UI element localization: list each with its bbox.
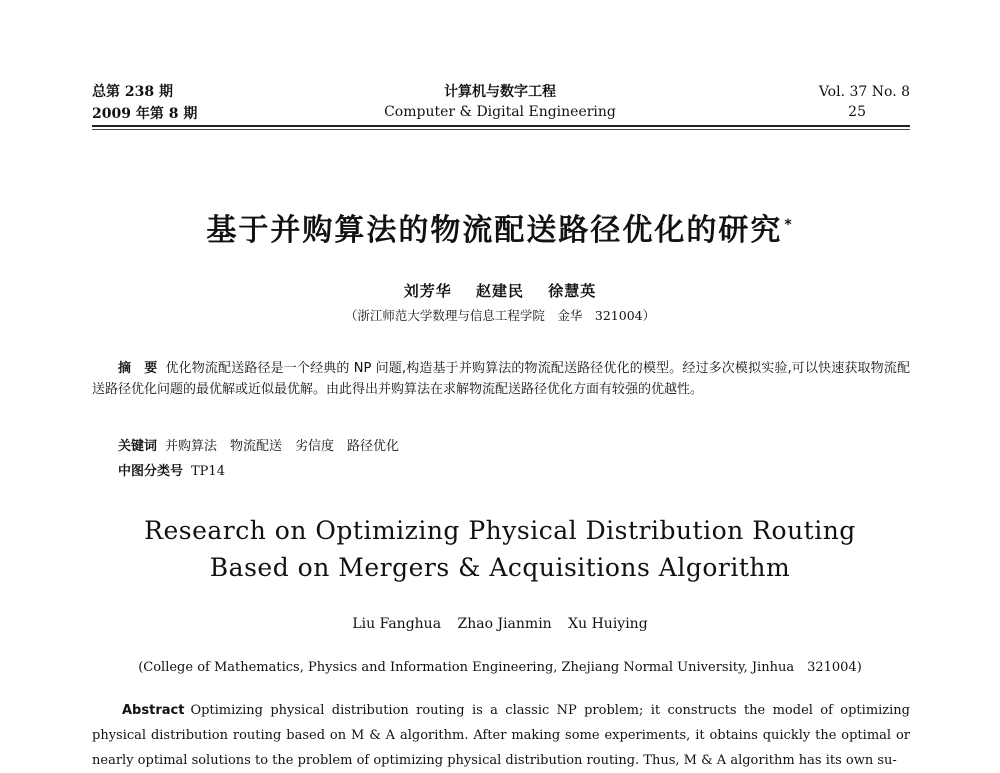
keywords-text: 并购算法 物流配送 劣信度 路径优化 bbox=[165, 439, 400, 454]
title-cn-text: 基于并购算法的物流配送路径优化的研究 bbox=[206, 213, 783, 248]
author-en: Zhao Jianmin bbox=[457, 616, 552, 632]
author-cn: 徐慧英 bbox=[548, 282, 597, 300]
affiliation-cn: （浙江师范大学数理与信息工程学院 金华 321004） bbox=[344, 308, 656, 323]
author-en: Xu Huiying bbox=[568, 616, 648, 632]
authors-en bbox=[0, 616, 1000, 632]
paper-title-en-line2: Based on Mergers & Acquisitions Algorithm bbox=[209, 553, 791, 582]
volume-number: Vol. 37 No. 8 bbox=[818, 84, 910, 100]
abstract-cn-text: 优化物流配送路径是一个经典的 NP 问题,构造基于并购算法的物流配送路径优化的模型。经过多次模拟实验,可以快速获取物流配送路径优化问题的最优解或近似最优解。由此得出并购算法在求解物流配送路径优化方面有较强的优越性。 bbox=[92, 361, 910, 397]
paper-title-cn bbox=[0, 205, 1000, 249]
clc-text: TP14 bbox=[191, 464, 225, 479]
header-rule-thin bbox=[92, 129, 910, 130]
clc-number bbox=[92, 461, 910, 482]
issue-total: 总第 238 期 bbox=[92, 84, 173, 100]
abstract-cn-label: 摘 要 bbox=[118, 361, 158, 376]
abstract-en bbox=[92, 698, 910, 773]
abstract-en-text: Optimizing physical distribution routing is a classic NP problem; it constructs the model of optimizing physical distribution routing based on M & A algorithm. After making some experiments, it obtains quickly the optimal or nearly optimal solutions to the problem of optimizing physical distribution routing. Thus, M & A algorithm has its own su- bbox=[92, 703, 910, 768]
keywords-label: 关键词 bbox=[118, 439, 158, 454]
journal-name-en: Computer & Digital Engineering bbox=[384, 104, 616, 120]
paper-title-en-line1: Research on Optimizing Physical Distribution Routing bbox=[144, 516, 856, 545]
abstract-en-label: Abstract bbox=[122, 703, 185, 718]
author-cn: 赵建民 bbox=[475, 282, 524, 300]
abstract-cn bbox=[92, 358, 910, 400]
author-cn: 刘芳华 bbox=[403, 282, 452, 300]
issue-year: 2009 年第 8 期 bbox=[92, 106, 198, 122]
page-number: 25 bbox=[848, 104, 866, 120]
keywords-cn bbox=[92, 436, 910, 457]
header-rule bbox=[92, 125, 910, 127]
clc-label: 中图分类号 bbox=[118, 464, 184, 479]
author-en: Liu Fanghua bbox=[352, 616, 442, 632]
journal-name-cn: 计算机与数字工程 bbox=[444, 84, 556, 100]
affiliation-en: (College of Mathematics, Physics and Information Engineering, Zhejiang Normal University, Jinhua 321004) bbox=[138, 660, 862, 675]
authors-cn bbox=[0, 280, 1000, 301]
title-footnote-mark: * bbox=[784, 217, 794, 233]
